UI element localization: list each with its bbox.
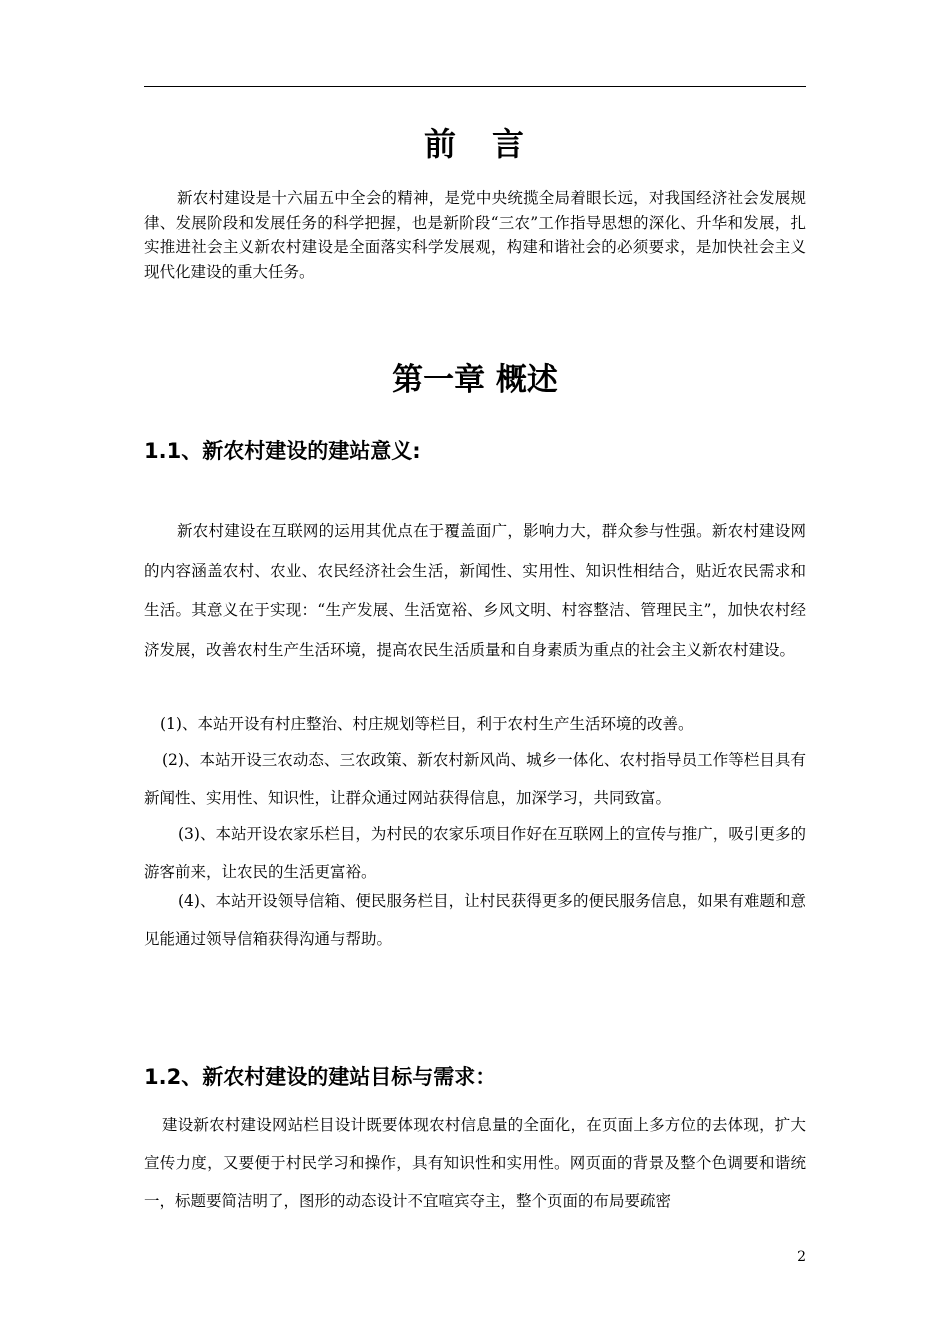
chapter-title: 第一章 概述 <box>392 362 558 398</box>
list-item: (4)、本站开设领导信箱、便民服务栏目，让村民获得更多的便民服务信息，如果有难题和意见能通过领导信箱获得沟通与帮助。 <box>144 892 806 948</box>
list-item: (2)、本站开设三农动态、三农政策、新农村新风尚、城乡一体化、农村指导员工作等栏目具有新闻性、实用性、知识性，让群众通过网站获得信息，加深学习，共同致富。 <box>144 751 806 807</box>
page-number: 2 <box>797 1249 806 1265</box>
section-1-2-heading: 1.2、新农村建设的建站目标与需求： <box>144 1065 497 1089</box>
preface-title: 前 言 <box>423 125 526 163</box>
header-rule <box>144 86 806 87</box>
section-1-2-paragraph: 建设新农村建设网站栏目设计既要体现农村信息量的全面化，在页面上多方位的去体现，扩大宣传力度，又要便于村民学习和操作，具有知识性和实用性。网页面的背景及整个色调要和谐统一，标题要简洁明了，图形的动态设计不宜喧宾夺主，整个页面的布局要疏密 <box>144 1116 806 1210</box>
section-1-1-heading: 1.1、新农村建设的建站意义: <box>144 439 421 463</box>
section-1-1-paragraph: 新农村建设在互联网的运用其优点在于覆盖面广，影响力大，群众参与性强。新农村建设网的内容涵盖农村、农业、农民经济社会生活，新闻性、实用性、知识性相结合，贴近农民需求和生活。其意义在于实现：“生产发展、生活宽裕、乡风文明、村容整洁、管理民主”，加快农村经济发展，改善农村生产生活环境，提高农民生活质量和自身素质为重点的社会主义新农村建设。 <box>144 522 806 659</box>
list-item: (1)、本站开设有村庄整治、村庄规划等栏目，利于农村生产生活环境的改善。 <box>160 715 694 733</box>
preface-paragraph: 新农村建设是十六届五中全会的精神，是党中央统揽全局着眼长远，对我国经济社会发展规律、发展阶段和发展任务的科学把握，也是新阶段“三农”工作指导思想的深化、升华和发展，扎实推进社会主义新农村建设是全面落实科学发展观，构建和谐社会的必须要求，是加快社会主义现代化建设的重大任务。 <box>144 189 806 281</box>
list-item: (3)、本站开设农家乐栏目，为村民的农家乐项目作好在互联网上的宣传与推广，吸引更多的游客前来，让农民的生活更富裕。 <box>144 825 806 881</box>
